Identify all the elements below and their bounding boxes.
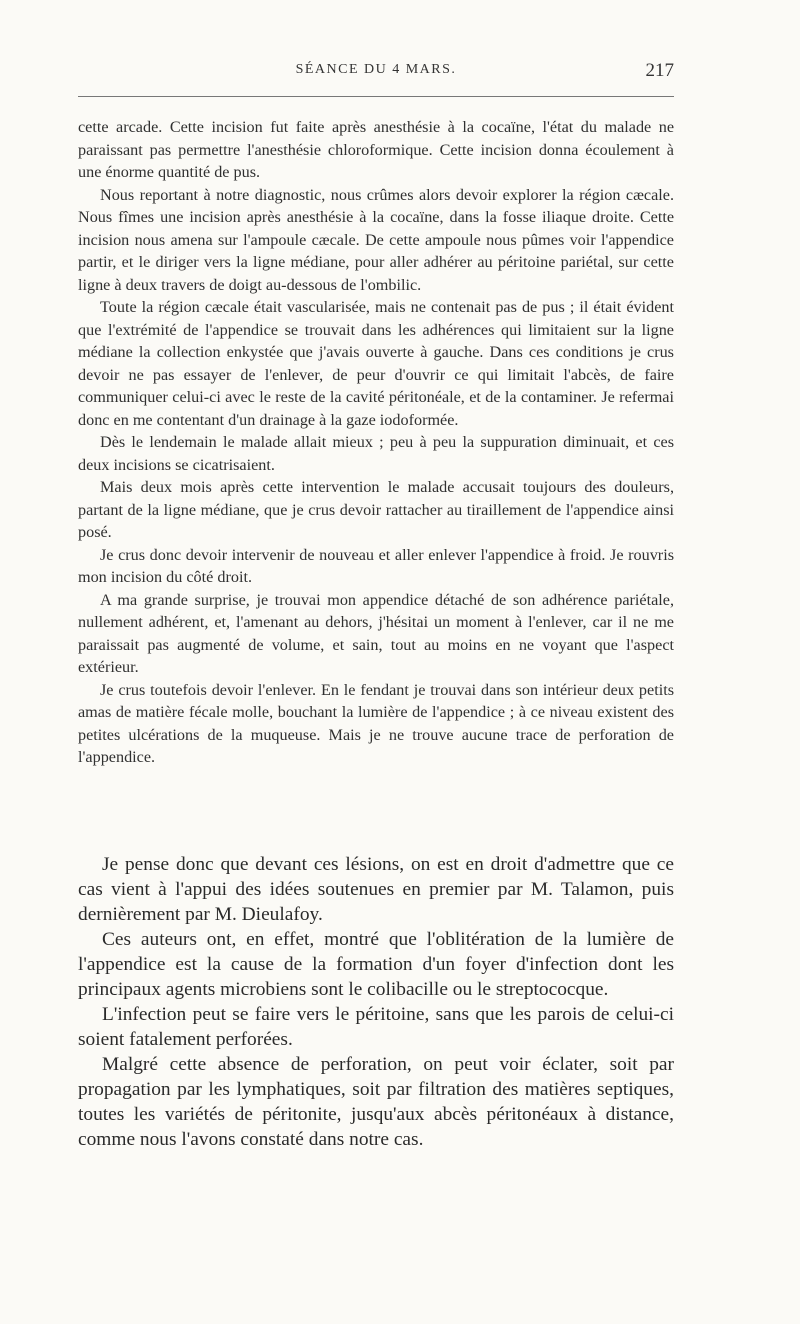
discussion-paragraph: Malgré cette absence de perforation, on peut voir éclater, soit par propagation par les lymphatiques, soit par filtration des matières septiques, toutes les variétés de péritonite, jusqu'aux abcès péritonéaux à distance, comme nous l'avons constaté dans notre cas. bbox=[78, 1054, 674, 1150]
observation-paragraph: Toute la région cæcale était vascularisée, mais ne contenait pas de pus ; il était évident que l'extrémité de l'appendice se trouvait dans les adhérences qui limitaient sur la ligne médiane la collection enkystée que j'avais ouverte à gauche. Dans ces conditions je crus devoir ne pas essayer de l'enlever, de peur d'ouvrir ce qui limitait l'abcès, de faire communiquer celui-ci avec le reste de la cavité péritonéale, et de la contaminer. Je refermai donc en me contentant d'un drainage à la gaze iodoformée. bbox=[78, 298, 674, 429]
header-rule bbox=[78, 96, 674, 97]
observation-paragraph: Nous reportant à notre diagnostic, nous crûmes alors devoir explorer la région cæcale. Nous fîmes une incision après anesthésie à la cocaïne, dans la fosse iliaque droite. Cette incision nous amena sur l'ampoule cæcale. De cette ampoule nous pûmes voir l'appendice partir, et le diriger vers la ligne médiane, pour aller adhérer au péritoine pariétal, sur cette ligne à deux travers de doigt au-dessous de l'ombilic. bbox=[78, 185, 674, 294]
page-number: 217 bbox=[645, 60, 674, 81]
page-header bbox=[78, 60, 674, 90]
observation-paragraph: cette arcade. Cette incision fut faite après anesthésie à la cocaïne, l'état du malade ne paraissant pas permettre l'anesthésie chloroformique. Cette incision donna écoulement à une énorme quantité de pus. bbox=[78, 118, 674, 181]
observation-paragraph: Je crus toutefois devoir l'enlever. En le fendant je trouvai dans son intérieur deux petits amas de matière fécale molle, bouchant la lumière de l'appendice ; à ce niveau existent des petites ulcérations de la muqueuse. Mais je ne trouve aucune trace de perforation de l'appendice. bbox=[78, 680, 674, 766]
discussion-paragraph: Ces auteurs ont, en effet, montré que l'oblitération de la lumière de l'appendice est la cause de la formation d'un foyer d'infection dont les principaux agents microbiens sont le colibacille ou le streptococque. bbox=[78, 929, 674, 1000]
running-head: SÉANCE DU 4 MARS. bbox=[295, 62, 457, 77]
discussion-text bbox=[78, 852, 674, 1152]
discussion-paragraph: L'infection peut se faire vers le péritoine, sans que les parois de celui-ci soient fatalement perforées. bbox=[78, 1004, 674, 1050]
observation-paragraph: Je crus donc devoir intervenir de nouveau et aller enlever l'appendice à froid. Je rouvris mon incision du côté droit. bbox=[78, 545, 674, 586]
observation-paragraph: Mais deux mois après cette intervention le malade accusait toujours des douleurs, partant de la ligne médiane, que je crus devoir rattacher au tiraillement de l'appendice ainsi posé. bbox=[78, 478, 674, 541]
observation-text bbox=[78, 116, 674, 769]
discussion-paragraph: Je pense donc que devant ces lésions, on est en droit d'admettre que ce cas vient à l'appui des idées soutenues en premier par M. Talamon, puis dernièrement par M. Dieulafoy. bbox=[78, 854, 674, 925]
observation-paragraph: A ma grande surprise, je trouvai mon appendice détaché de son adhérence pariétale, nullement adhérent, et, l'amenant au dehors, j'hésitai un moment à l'enlever, car il ne me paraissait pas augmenté de volume, et sain, tout au moins en ne voyant que l'aspect extérieur. bbox=[78, 590, 674, 676]
observation-paragraph: Dès le lendemain le malade allait mieux ; peu à peu la suppuration diminuait, et ces deux incisions se cicatrisaient. bbox=[78, 433, 674, 474]
